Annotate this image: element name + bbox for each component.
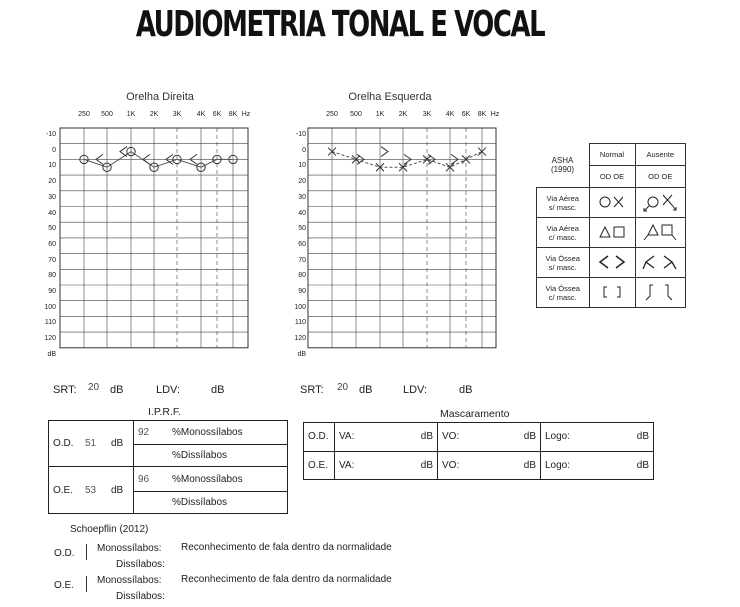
schoepflin-oe-divider [86,576,87,592]
left-ear-freq-label: 2K [398,111,408,118]
iprf-od-label: O.D. [49,421,82,467]
right-ldv-unit: dB [211,384,225,396]
iprf-table [48,420,288,514]
left-ear-db-label: 90 [298,288,306,295]
left-ear-db-label: 110 [294,319,306,327]
iprf-oe-dis-label: %Dissílabos [168,491,288,513]
iprf-od-mono-value: 92 [134,421,169,445]
right-ear-db-label: 80 [48,272,56,280]
legend-row-bone-unmasked: Via Óssea s/ masc. [537,248,590,278]
iprf-oe-label: O.E. [49,467,82,514]
right-ear-db-label: 20 [48,178,56,186]
right-ear-db-label: 0 [52,146,56,154]
masking-oe-label: O.E. [304,451,335,480]
right-ear-db-label: -10 [45,131,56,138]
masking-oe-logo: Logo: dB [541,451,654,480]
left-ear-db-label: 80 [298,272,306,280]
left-ldv-unit: dB [459,384,473,396]
left-ear-db-label: 10 [298,162,306,170]
legend-bone-masked-absent-icon [635,278,686,308]
legend-row-air-masked: Via Aérea c/ masc. [537,218,590,248]
right-ear-db-label: 90 [48,288,56,295]
schoepflin-oe-dis-label: Dissílabos: [116,591,165,602]
right-ear-freq-label: 500 [101,111,113,118]
symbol-legend [536,143,686,308]
masking-od-vo: VO: dB [438,423,541,452]
left-ldv-label: LDV: [403,384,428,396]
right-srt-unit: dB [110,384,124,396]
left-ear-freq-label: 4K [445,111,455,118]
legend-header: ASHA (1990) [550,156,575,175]
schoepflin-od-label: O.D. [54,548,75,559]
left-ear-freq-label: 1K [375,111,385,118]
right-ear-freq-label: Hz [241,111,251,118]
right-ear-title: Orelha Direita [126,91,194,103]
left-ear-bone-mark [381,147,388,157]
right-ear-db-label: 70 [48,256,56,264]
left-ear-db-label: 30 [298,193,306,201]
right-ear-db-label: 40 [48,209,56,217]
legend-bone-unmasked-normal-icon [589,248,635,278]
left-ear-db-label: 50 [298,225,306,233]
right-ear-db-label: 30 [48,193,56,201]
left-ear-freq-label: 8K [477,111,487,118]
masking-oe-va: VA: dB [335,451,438,480]
right-ear-db-label: 120 [44,335,56,343]
legend-air-masked-normal-icon [589,218,635,248]
legend-row-bone-masked: Via Óssea c/ masc. [537,278,590,308]
right-ear-db-label: dB [47,350,56,358]
iprf-oe-mono-label: %Monossílabos [168,467,288,491]
left-ear-db-label: -10 [295,131,306,138]
right-ear-freq-label: 8K [228,111,238,118]
left-srt-value: 20 [337,382,349,393]
right-ldv-label: LDV: [156,384,181,396]
iprf-od-value: 51 [81,421,107,467]
schoepflin-title: Schoepflin (2012) [70,524,149,535]
right-srt-value: 20 [88,382,100,393]
right-ear-freq-label: 6K [212,111,222,118]
schoepflin-od-divider [86,544,87,560]
legend-bone-unmasked-absent-icon [635,248,686,278]
iprf-od-unit: dB [107,421,134,467]
left-ear-db-label: dB [297,350,306,358]
legend-bone-masked-normal-icon [589,278,635,308]
right-ear-freq-label: 250 [78,111,90,118]
schoepflin-oe-mono-label: Monossílabos: [97,575,162,586]
masking-od-va: VA: dB [335,423,438,452]
masking-oe-vo: VO: dB [438,451,541,480]
legend-od-oe-absent: OD OE [635,166,686,188]
page-title: AUDIOMETRIA TONAL E VOCAL [135,4,545,45]
masking-table [303,422,654,480]
iprf-oe-unit: dB [107,467,134,514]
schoepflin-oe-text: Reconhecimento de fala dentro da normalidade [181,574,392,585]
left-ear-freq-label: 6K [461,111,471,118]
legend-row-air-unmasked: Via Aérea s/ masc. [537,188,590,218]
left-ear-freq-label: Hz [490,111,500,118]
iprf-title: I.P.R.F. [148,406,182,418]
left-ear-freq-label: 3K [422,111,432,118]
right-ear-freq-label: 1K [126,111,136,118]
legend-col-normal: Normal [589,144,635,166]
legend-air-unmasked-absent-icon [635,188,686,218]
right-ear-db-label: 110 [44,319,56,327]
iprf-od-dis-label: %Dissílabos [168,445,288,467]
left-ear-db-label: 120 [294,335,306,343]
iprf-oe-mono-value: 96 [134,467,169,491]
iprf-od-mono-label: %Monossílabos [168,421,288,445]
left-ear-title: Orelha Esquerda [348,91,432,103]
legend-col-absent: Ausente [635,144,686,166]
right-ear-db-label: 50 [48,225,56,233]
left-ear-db-label: 40 [298,209,306,217]
left-srt-label: SRT: [300,384,324,396]
legend-od-oe-normal: OD OE [589,166,635,188]
schoepflin-oe-label: O.E. [54,580,75,591]
left-ear-db-label: 60 [298,240,306,248]
right-srt-label: SRT: [53,384,77,396]
right-ear-freq-label: 3K [172,111,182,118]
masking-od-label: O.D. [304,423,335,452]
left-ear-db-label: 70 [298,256,306,264]
masking-title: Mascaramento [440,408,510,420]
iprf-oe-value: 53 [81,467,107,514]
left-ear-freq-label: 500 [350,111,362,118]
left-srt-unit: dB [359,384,373,396]
schoepflin-od-mono-label: Monossílabos: [97,543,162,554]
left-ear-db-label: 100 [294,303,306,311]
schoepflin-od-text: Reconhecimento de fala dentro da normalidade [181,542,392,553]
right-ear-freq-label: 4K [196,111,206,118]
right-ear-freq-label: 2K [149,111,159,118]
left-ear-db-label: 0 [302,146,306,154]
right-ear-db-label: 10 [48,162,56,170]
legend-air-masked-absent-icon [635,218,686,248]
right-ear-db-label: 100 [44,303,56,311]
left-ear-freq-label: 250 [326,111,338,118]
left-ear-db-label: 20 [298,178,306,186]
masking-od-logo: Logo: dB [541,423,654,452]
legend-air-unmasked-normal-icon [589,188,635,218]
schoepflin-od-dis-label: Dissílabos: [116,559,165,570]
right-ear-db-label: 60 [48,240,56,248]
